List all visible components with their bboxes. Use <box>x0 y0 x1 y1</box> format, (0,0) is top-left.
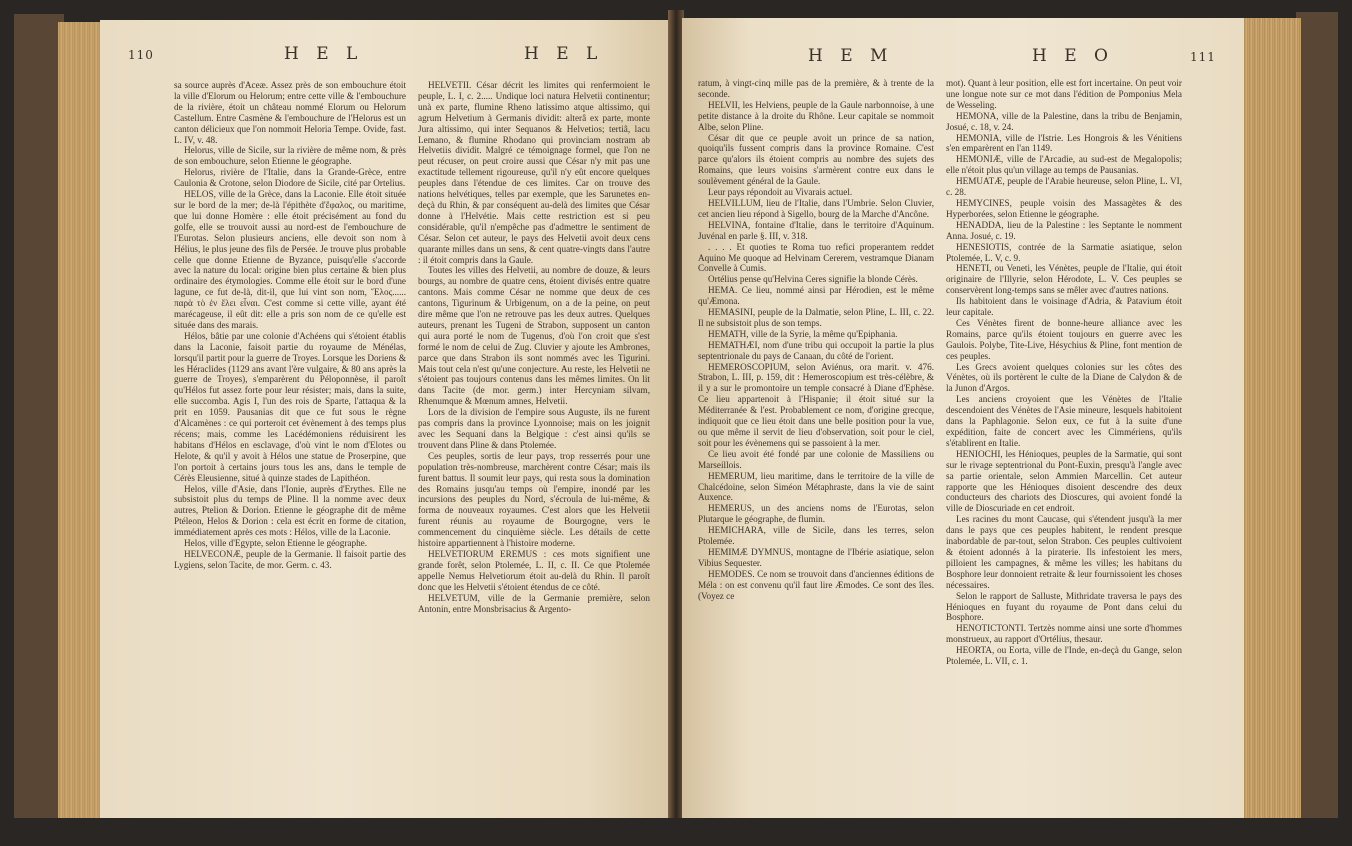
paragraph: Lors de la division de l'empire sous Auguste, ils ne furent pas compris dans la province Lyonnoise; mais on les joignit avec les Sequani dans la Belgique : c'est ainsi qu'ils se trouvent dans Pline & dans Ptolemée. <box>418 407 650 450</box>
paragraph: HEMONA, ville de la Palestine, dans la tribu de Benjamin, Josué, c. 18, v. 24. <box>946 110 1182 132</box>
book-cover-right <box>1296 12 1338 832</box>
paragraph: HEMIMÆ DYMNUS, montagne de l'Ibérie asiatique, selon Vibius Sequester. <box>698 546 934 568</box>
paragraph: HELVII, les Helviens, peuple de la Gaule narbonnoise, à une petite distance à la droite du Rhône. Leur capitale se nommoit Albe, selon Pline. <box>698 99 934 132</box>
page-number: 111 <box>1190 50 1216 64</box>
paragraph: HELVETII. César décrit les limites qui renfermoient le peuple, L. I, c. 2..... Undique loci natura Helvetii continentur; unà ex parte, flumine Rheno latissimo atque altissimo, qui agrum Helvetium à Germanis dividit: alterâ ex parte, monte Jura altissimo, qui inter Sequanos & Helvetios; tertiâ, lacu Lemano, & flumine Rhodano qui provinciam nostram ab Helvetiis dividit. Malgré ce témoignage formel, que l'on ne peut récuser, on peut croire aussi que César n'y mit pas une exactitude tellement rigoureuse, qu'il n'y eût encore quelques peuples dans l'étendue de ces limites. Car on trouve des nations helvétiques, telles par exemple, que les Sarunetes en-deçà du Rhin, & par conséquent au-delà des limites que César donne à l'Helvétie. Mais cette restriction est si peu considérable, qu'il n'empêche pas d'admettre le sentiment de César. Selon cet auteur, le pays des Helvetii avoit deux cens quarante milles dans un sens, & cent quatre-vingts dans l'autre : il étoit compris dans la Gaule. <box>418 80 650 265</box>
paragraph: Leur pays répondoit au Vivarais actuel. <box>708 187 853 198</box>
paragraph: HEMYCINES, peuple voisin des Massagètes & des Hyperborées, selon Etienne le géographe. <box>946 197 1182 219</box>
paragraph: HENIOCHI, les Hénioques, peuples de la Sarmatie, qui sont sur le rivage septentrional du Pont-Euxin, presqu'à l'angle avec sa partie orientale, selon Ammien Marcellin. Cet auteur rapporte que les Hénioques disoient descendre des deux conducteurs des chariots des Dioscures, qui avoient fondé la ville de Dioscuriade en cet endroit. <box>946 448 1182 514</box>
paragraph: HEMERUS, un des anciens noms de l'Eurotas, selon Plutarque le géographe, de flumin. <box>698 503 934 525</box>
paragraph: Les anciens croyoient que les Vénètes de l'Italie descendoient des Vénètes de l'Asie mineure, lesquels habitoient dans la Paphlagonie. Selon eux, ce fut à la suite d'une expédition, faite de concert avec les Cimmériens, qu'ils s'établirent en Italie. <box>946 394 1182 448</box>
paragraph: HEMATHÆI, nom d'une tribu qui occupoit la partie la plus septentrionale du pays de Canaan, du côté de l'orient. <box>698 339 934 361</box>
running-head-left: H E M <box>808 46 894 66</box>
paragraph: César dit que ce peuple avoit un prince de sa nation, quoiqu'ils fussent compris dans la province Romaine. C'est parce qu'alors ils étoient compris au nombre des sujets des Romains, que leurs voisins s'armèrent contre eux dans le soulèvement général de la Gaule. <box>698 132 934 187</box>
paragraph: HEMEROSCOPIUM, selon Aviénus, ora marit. v. 476. Strabon, L. III, p. 159, dit : Hemeroscopium est très-célèbre, & il y a sur le promontoire un temple consacré à Diane d'Ephèse. Ce lieu appartenoit à l'Hispanie; il étoit situé sur la Méditerranée & l'est. Probablement ce nom, d'origine grecque, indiquoit que ce lieu étoit dans une belle position pour la vue, ou que même il servit de lieu d'observation, soit pour le ciel, soit pour les évènemens qui se passoient à la mer. <box>698 361 934 448</box>
paragraph: Ce lieu avoit été fondé par une colonie de Massiliens ou Marseillois. <box>698 448 934 470</box>
column-left <box>174 80 406 571</box>
paragraph: sa source auprès d'Aceæ. Assez près de son embouchure étoit la ville d'Elorum ou Helorum; entre cette ville & l'embouchure de la rivière, étoit un château nommé Elorum ou Helorum Castellum. Entre Casmène & l'embouchure de l'Helorus est un canton délicieux que l'on nommoit Heloria Tempe. Ovide, fast. L. IV, v. 48. <box>174 80 406 145</box>
paragraph: HEMUATÆ, peuple de l'Arabie heureuse, selon Pline, L. VI, c. 28. <box>946 176 1182 198</box>
page-edges-right <box>1243 18 1301 824</box>
paragraph: Ces peuples, sortis de leur pays, trop resserrés pour une population très-nombreuse, marchèrent contre César; mais ils furent battus. Il soumit leur pays, qui resta sous la domination des Romains jusqu'au temps où l'empire, inondé par les incursions des peuples du Nord, s'écroula de lui-même, & forma de nouveaux royaumes. C'est alors que les Helvetii furent réunis au royaume de Bourgogne, vers le commencement du cinquième siècle. Les détails de cette histoire appartiennent à l'histoire moderne. <box>418 450 650 549</box>
paragraph: HELVINA, fontaine d'Italie, dans le territoire d'Aquinum. Juvénal en parle §. III, v. 318. <box>698 219 934 241</box>
running-head-left: H E L <box>284 44 364 64</box>
paragraph: ratum, à vingt-cinq mille pas de la première, & à trente de la seconde. <box>698 78 934 99</box>
paragraph: Helorus, rivière de l'Italie, dans la Grande-Grèce, entre Caulonia & Crotone, selon Diodore de Sicile, cité par Ortelius. <box>174 167 406 189</box>
paragraph: HENESIOTIS, contrée de la Sarmatie asiatique, selon Ptolemée, L. V, c. 9. <box>946 241 1182 263</box>
paragraph: HEMASINI, peuple de la Dalmatie, selon Pline, L. III, c. 22. Il ne subsistoit plus de son temps. <box>698 307 934 328</box>
running-head-right: H E L <box>524 44 604 64</box>
paragraph: HEMONIÆ, ville de l'Arcadie, au sud-est de Megalopolis; elle n'étoit plus qu'un village au temps de Pausanias. <box>946 154 1182 176</box>
paragraph: HEMONIA, ville de l'Istrie. Les Hongrois & les Vénitiens s'en emparèrent en l'an 1149. <box>946 132 1182 154</box>
paragraph: Selon le rapport de Salluste, Mithridate traversa le pays des Hénioques en fuyant du royaume de Pont dans celui du Bosphore. <box>946 590 1182 623</box>
column-right <box>946 78 1182 667</box>
book-cover-left <box>14 14 64 832</box>
paragraph: HEORTA, ou Eorta, ville de l'Inde, en-deçà du Gange, selon Ptolemée, L. VII, c. 1. <box>946 645 1182 667</box>
paragraph: Helorus, ville de Sicile, sur la rivière de même nom, & près de son embouchure, selon Etienne le géographe. <box>174 145 406 167</box>
paragraph: HEMA. Ce lieu, nommé ainsi par Hérodien, est le même qu'Æmona. <box>698 285 934 307</box>
paragraph: HELOS, ville de la Grèce, dans la Laconie. Elle étoit située sur le bord de la mer; de-là l'épithète d'ἔφαλος, ou maritime, que lui donne Homère : elle étoit précisément au fond du golfe, elle se trouvoit aussi au nord-est de l'embouchure de l'Eurotas. Selon plusieurs anciens, elle devoit son nom à Hélius, le plus jeune des fils de Persée. Je trouve plus probable celle que donne Etienne de Byzance, puisqu'elle s'accorde avec la nature du local: origine bien plus certaine & bien plus ordinaire des étymologies. Comme elle étoit sur le bord d'une lagune, ce fut de-là, dit-il, que lui vint son nom, Ἕλος...... παρὰ τὸ ἐν ἕλει εἶναι. C'est comme si cette ville, ayant été marécageuse, il eût dit: elle a pris son nom de ce qu'elle est située dans des marais. <box>174 189 406 330</box>
page-number: 110 <box>128 48 154 62</box>
paragraph: HENADDA, lieu de la Palestine : les Septante le nomment Anna. Josué, c. 19. <box>946 219 1182 241</box>
right-page <box>682 18 1244 818</box>
paragraph: mot). Quant à leur position, elle est fort incertaine. On peut voir une longue note sur ce mot dans l'édition de Pomponius Mela de Wesseling. <box>946 78 1182 110</box>
column-right <box>418 80 650 614</box>
paragraph: Ortélius pense qu'Helvina Ceres signifie la blonde Cérès. <box>708 274 918 285</box>
paragraph: Helos, ville d'Egypte, selon Etienne le géographe. <box>184 538 368 549</box>
paragraph: HEMATH, ville de la Syrie, la même qu'Epiphania. <box>708 328 898 339</box>
page-edges-left <box>58 22 102 822</box>
left-page <box>100 20 670 820</box>
paragraph: Toutes les villes des Helvetii, au nombre de douze, & leurs bourgs, au nombre de quatre cens, étoient divisés entre quatre cantons. Mais comme César ne nomme que deux de ces cantons, Tigurinum & Urbigenum, on a de la peine, on peut dire même que l'on ne retrouve pas les deux autres. Quelques auteurs, prenant les Tugeni de Strabon, supposent un canton qui aura porté le nom de Tugenus, d'où l'on croit que s'est formé le nom de celui de Zug. Cluvier y ajoute les Ambrones, parce que dans Strabon ils sont nommés avec les Tigurini. Mais tout cela n'est qu'une conjecture. Au reste, les Helvetii ne s'étoient pas toujours contenus dans les mêmes limites. On lit dans Tacite (de mor. germ.) inter Hercyniam silvam, Rhenumque & Mœnum amnes, Helvetii. <box>418 265 650 407</box>
paragraph: Hélos, bâtie par une colonie d'Achéens qui s'étoient établis dans la Laconie, faisoit partie du royaume de Ménélas, lorsqu'il partit pour la guerre de Troyes. Lorsque les Doriens & les Héraclides (1129 ans avant l'ère vulgaire, & 80 ans après la guerre de Troyes), s'emparèrent du Péloponnèse, il paroît qu'Hélos fut assez forte pour leur résister; mais, dans la suite, elle succomba. Agis I, l'un des rois de Sparte, l'attaqua & la prit en 1059. Pausanias dit que ce fut sous le règne d'Alcamènes : ce qui porteroit cet évènement à des temps plus récens; mais, comme les Lacédémoniens réduisirent les habitans d'Hélos en esclavage, d'où vint le nom d'Elotes ou Helote, & qu'il y avoit à Hélos une statue de Proserpine, que l'on portoit à certains jours tous les ans, dans le temple de Cérès Eleusienne, situé à quinze stades de Lapithéon. <box>174 330 406 483</box>
paragraph: HENETI, ou Veneti, les Vénètes, peuple de l'Italie, qui étoit originaire de l'Illyrie, selon Hérodote, L. V. Ces peuples se conservèrent long-temps sans se mêler avec d'autres nations. <box>946 263 1182 296</box>
paragraph: HELVECONÆ, peuple de la Germanie. Il faisoit partie des Lygiens, selon Tacite, de mor. Germ. c. 43. <box>174 548 406 570</box>
paragraph: Ces Vénètes firent de bonne-heure alliance avec les Romains, parce qu'ils étoient toujours en guerre avec les Gaulois. Polybe, Tite-Live, Hésychius & Pline, font mention de ces peuples. <box>946 317 1182 361</box>
paragraph: HELVETUM, ville de la Germanie première, selon Antonin, entre Monsbrisacius & Argento- <box>418 592 650 614</box>
paragraph: HEMICHARA, ville de Sicile, dans les terres, selon Ptolemée. <box>698 525 934 547</box>
paragraph: . . . . Et quoties te Roma tuo refici properantem reddet Aquino Me quoque ad Helvinam Cererem, vestramque Dianam Convelle à Cumis. <box>698 241 934 274</box>
column-left <box>698 78 934 602</box>
background-bottom <box>0 818 1352 846</box>
paragraph: HELVETIORUM EREMUS : ces mots signifient une grande forêt, selon Ptolemée, L. II, c. II. Ce que Ptolemée appelle Nemus Helvetiorum étoit au-delà du Rhin. Il paroît donc que les Helvetii s'étoient étendus de ce côté. <box>418 548 650 592</box>
paragraph: Helos, ville d'Asie, dans l'Ionie, auprès d'Erythes. Elle ne subsistoit plus du temps de Pline. Il la nomme avec deux autres, Ptelion & Dorion. Etienne le géographe dit de même Ptéleon, Helos & Dorion : cela est écrit en forme de citation, immédiatement après ces mots : Hélos, ville de la Laconie. <box>174 483 406 538</box>
running-head-right: H E O <box>1032 46 1114 66</box>
paragraph: HEMERUM, lieu maritime, dans le territoire de la ville de Chalcédoine, selon Siméon Métaphraste, dans la vie de saint Auxence. <box>698 470 934 503</box>
paragraph: Ils habitoient dans le voisinage d'Adria, & Patavium étoit leur capitale. <box>946 296 1182 318</box>
paragraph: HEMODES. Ce nom se trouvoit dans d'anciennes éditions de Méla : on est convenu qu'il faut lire Æmodes. Ce sont des îles. (Voyez ce <box>698 568 934 601</box>
paragraph: HELVILLUM, lieu de l'Italie, dans l'Umbrie. Selon Cluvier, cet ancien lieu répond à Sigello, bourg de la Marche d'Ancône. <box>698 197 934 219</box>
paragraph: Les Grecs avoient quelques colonies sur les côtes des Vénètes, où ils portèrent le culte de la Diane de Calydon & de la Junon d'Argos. <box>946 361 1182 394</box>
paragraph: HENOTICTONTI. Tertzès nomme ainsi une sorte d'hommes monstrueux, au rapport d'Ortélius, thesaur. <box>946 623 1182 645</box>
paragraph: Les racines du mont Caucase, qui s'étendent jusqu'à la mer dans le pays que ces peuples habitent, le rendent presque inabordable de par-tout, selon Strabon. Ces peuples cultivoient & étoient adonnés à la piraterie. Ils infestoient les mers, pilloient les campagnes, & même les villes; les habitans du Bosphore leur donnoient retraite & leur fournissoient les choses nécessaires. <box>946 514 1182 590</box>
